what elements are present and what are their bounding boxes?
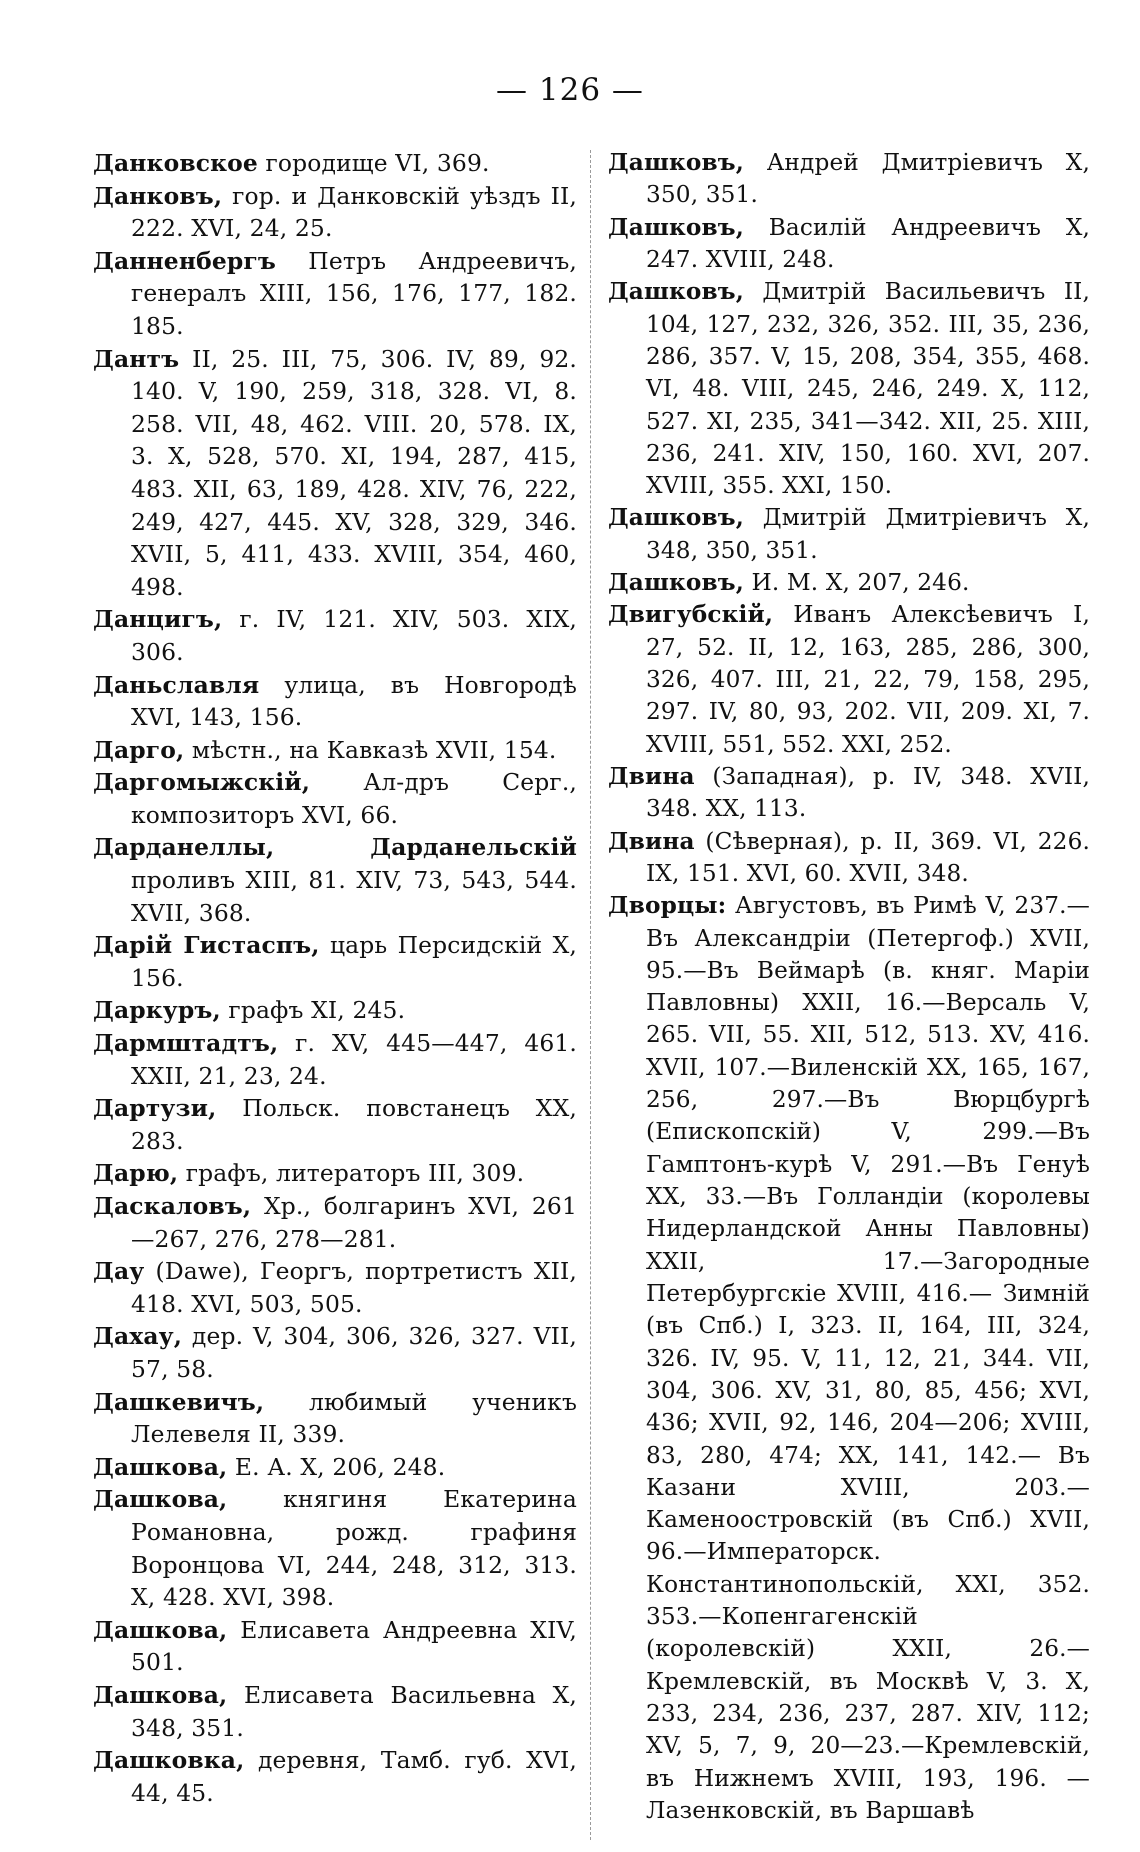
entry-references: Ал-дръ Серг., композиторъ XVI, 66.: [131, 768, 577, 829]
entry-heading: Дарданеллы, Дарданельскій: [93, 833, 577, 862]
entry-heading: Даргомыжскій,: [93, 768, 311, 797]
entry-heading: Дарій Гистаспъ,: [93, 931, 320, 960]
entry-heading: Даскаловъ,: [93, 1192, 252, 1220]
entry-heading: Данненбергъ: [93, 246, 276, 275]
index-entry: [93, 603, 577, 668]
index-entry: [608, 890, 1090, 1827]
right-column: [608, 147, 1090, 1827]
entry-references: г. IV, 121. XIV, 503. XIX, 306.: [131, 605, 577, 666]
index-entry: [608, 826, 1090, 891]
entry-references: Иванъ Алексѣевичъ I, 27, 52. II, 12, 163, 285, 286, 300, 326, 407. III, 21, 22, 79, 158, 295, 297. IV, 80, 93, 202. VII, 209. XI, 7. XVIII, 551, 552. XXI, 252.: [646, 601, 1090, 758]
entry-references: (Западная), р. IV, 348. XVII, 348. XX, 113.: [646, 762, 1090, 823]
entry-references: II, 25. III, 75, 306. IV, 89, 92. 140. V, 190, 259, 318, 328. VI, 8. 258. VII, 48, 462. VIII. 20, 578. IX, 3. X, 528, 570. XI, 194, 287, 415, 483. XII, 63, 189, 428. XIV, 76, 222, 249, 427, 445. XV, 328, 329, 346. XVII, 5, 411, 433. XVIII, 354, 460, 498.: [131, 344, 577, 601]
entry-references: Елисавета Васильевна X, 348, 351.: [131, 1680, 577, 1742]
entry-heading: Дашковъ,: [608, 278, 744, 306]
entry-heading: Дашкова,: [93, 1615, 228, 1644]
entry-heading: Дармштадтъ,: [93, 1029, 279, 1058]
index-entry: [608, 567, 1090, 599]
entry-heading: Данковъ,: [93, 181, 223, 210]
index-entry: [93, 1320, 577, 1385]
column-divider: [590, 150, 591, 1840]
index-entry: [93, 734, 577, 767]
entry-references: Хр., болгаринъ XVI, 261—267, 276, 278—281.: [131, 1192, 577, 1253]
index-entry: [608, 761, 1090, 826]
entry-heading: Дарго,: [93, 735, 185, 764]
entry-heading: Двина: [608, 762, 695, 790]
index-entry: [93, 1451, 577, 1484]
index-entry: [93, 1483, 577, 1613]
entry-references: царь Персидскій X, 156.: [131, 931, 577, 992]
entry-references: Польск. повстанецъ XX, 283.: [131, 1094, 577, 1155]
index-entry: [608, 599, 1090, 761]
index-entry: [93, 1255, 577, 1320]
entry-references: проливъ XIII, 81. XIV, 73, 543, 544. XVII, 368.: [131, 866, 577, 927]
entry-heading: Дарю,: [93, 1159, 179, 1188]
entry-heading: Дашковъ,: [608, 213, 744, 241]
entry-references: г. XV, 445—447, 461. XXII, 21, 23, 24.: [131, 1029, 577, 1090]
index-entry: [608, 147, 1090, 212]
index-entry: [93, 1744, 577, 1809]
index-entry: [93, 1679, 577, 1744]
left-column: [93, 147, 577, 1809]
entry-heading: Данковское: [93, 149, 258, 177]
entry-heading: Дахау,: [93, 1322, 183, 1351]
entry-heading: Даньславля: [93, 670, 260, 699]
entry-references: (Dawe), Георгъ, портретистъ XII, 418. XVI, 503, 505.: [131, 1257, 577, 1318]
index-entry: [93, 929, 577, 994]
index-entry: [93, 343, 577, 604]
entry-heading: Дашкова,: [93, 1680, 228, 1709]
entry-references: графъ, литераторъ III, 309.: [178, 1159, 525, 1188]
entry-heading: Дашковъ,: [608, 149, 744, 176]
entry-references: княгиня Екатерина Романовна, рожд. графиня Воронцова VI, 244, 248, 312, 313. X, 428. XVI, 398.: [131, 1485, 577, 1612]
index-entry: [93, 766, 577, 831]
index-entry: [93, 669, 577, 734]
entry-heading: Дашковъ,: [608, 569, 744, 597]
entry-references: Елисавета Андреевна XIV, 501.: [131, 1615, 577, 1677]
entry-references: графъ XI, 245.: [220, 996, 406, 1025]
index-entry: [608, 276, 1090, 502]
entry-heading: Дашкова,: [93, 1485, 228, 1514]
index-entry: [93, 1157, 577, 1190]
entry-references: Василій Андреевичъ X, 247. XVIII, 248.: [646, 213, 1090, 273]
index-entry: [93, 1190, 577, 1255]
entry-heading: Дашкевичъ,: [93, 1387, 265, 1416]
entry-heading: Данцигъ,: [93, 605, 223, 634]
entry-references: Дмитрій Дмитріевичъ X, 348, 350, 351.: [646, 504, 1090, 564]
entry-references: Е. А. X, 206, 248.: [227, 1452, 446, 1481]
index-entry: [93, 831, 577, 929]
entry-heading: Двина: [608, 827, 695, 855]
entry-heading: Даркуръ,: [93, 996, 221, 1025]
entry-heading: Дашковъ,: [608, 504, 744, 532]
entry-references: Августовъ, въ Римѣ V, 237.— Въ Александріи (Петергоф.) XVII, 95.—Въ Веймарѣ (в. княг. Маріи Павловны) XXII, 16.—Версаль V, 265. VII, 55. XII, 512, 513. XV, 416. XVII, 107.—Виленскій XX, 165, 167, 256, 297.—Въ Вюрцбургѣ (Епископскій) V, 299.—Въ Гамптонъ-курѣ V, 291.—Въ Генуѣ XX, 33.—Въ Голландіи (королевы Нидерландской Анны Павловны) XXII, 17.—Загородные Петербургскіе XVIII, 416.— Зимній (въ Спб.) I, 323. II, 164, III, 324, 326. IV, 95. V, 11, 12, 21, 344. VII, 304, 306. XV, 31, 80, 85, 456; XVI, 436; XVII, 92, 146, 204—206; XVIII, 83, 280, 474; XX, 141, 142.— Въ Казани XVIII, 203.—Каменоостровскій (въ Спб.) XVII, 96.—Императорск. Константинопольскій, XXI, 352. 353.—Копенгагенскій (королевскій) XXII, 26.—Кремлевскій, въ Москвѣ V, 3. X, 233, 234, 236, 237, 287. XIV, 112; XV, 5, 7, 9, 20—23.—Кремлевскій, въ Нижнемъ XVIII, 193, 196. — Лазенковскій, въ Варшавѣ: [646, 892, 1090, 1824]
entry-references: улица, въ Новгородѣ XVI, 143, 156.: [131, 670, 577, 732]
entry-references: городище VI, 369.: [257, 149, 490, 177]
entry-heading: Двигубскій,: [608, 601, 774, 629]
entry-heading: Дартузи,: [93, 1094, 217, 1123]
index-entry: [93, 994, 577, 1027]
entry-references: Дмитрій Васильевичъ II, 104, 127, 232, 326, 352. III, 35, 236, 286, 357. V, 15, 208, 354, 355, 468. VI, 48. VIII, 245, 246, 249. X, 112, 527. XI, 235, 341—342. XII, 25. XIII, 236, 241. XIV, 150, 160. XVI, 207. XVIII, 355. XXI, 150.: [646, 278, 1090, 500]
index-entry: [93, 180, 577, 245]
entry-references: Андрей Дмитріевичъ X, 350, 351.: [646, 149, 1090, 209]
entry-references: гор. и Данковскій уѣздъ II, 222. XVI, 24, 25.: [131, 181, 577, 243]
entry-heading: Дантъ: [93, 344, 180, 373]
page-number: — 126 —: [496, 72, 644, 108]
entry-heading: Дау: [93, 1257, 145, 1286]
entry-references: мѣстн., на Кавказѣ XVII, 154.: [184, 735, 557, 764]
entry-heading: Дворцы:: [608, 892, 727, 920]
index-entry: [93, 147, 577, 180]
entry-references: И. М. X, 207, 246.: [743, 569, 970, 597]
entry-heading: Дашкова,: [93, 1452, 228, 1481]
index-entry: [608, 502, 1090, 567]
entry-references: Петръ Андреевичъ, генералъ XIII, 156, 176, 177, 182. 185.: [131, 246, 577, 340]
index-entry: [93, 245, 577, 343]
entry-heading: Дашковка,: [93, 1746, 245, 1775]
entry-references: любимый ученикъ Лелевеля II, 339.: [131, 1387, 577, 1449]
index-entry: [93, 1386, 577, 1451]
index-entry: [93, 1027, 577, 1092]
entry-references: дер. V, 304, 306, 326, 327. VII, 57, 58.: [131, 1322, 577, 1383]
entry-references: деревня, Тамб. губ. XVI, 44, 45.: [131, 1746, 577, 1807]
index-entry: [608, 212, 1090, 277]
entry-references: (Сѣверная), р. II, 369. VI, 226. IX, 151. XVI, 60. XVII, 348.: [646, 827, 1090, 887]
index-entry: [93, 1092, 577, 1157]
index-entry: [93, 1614, 577, 1679]
